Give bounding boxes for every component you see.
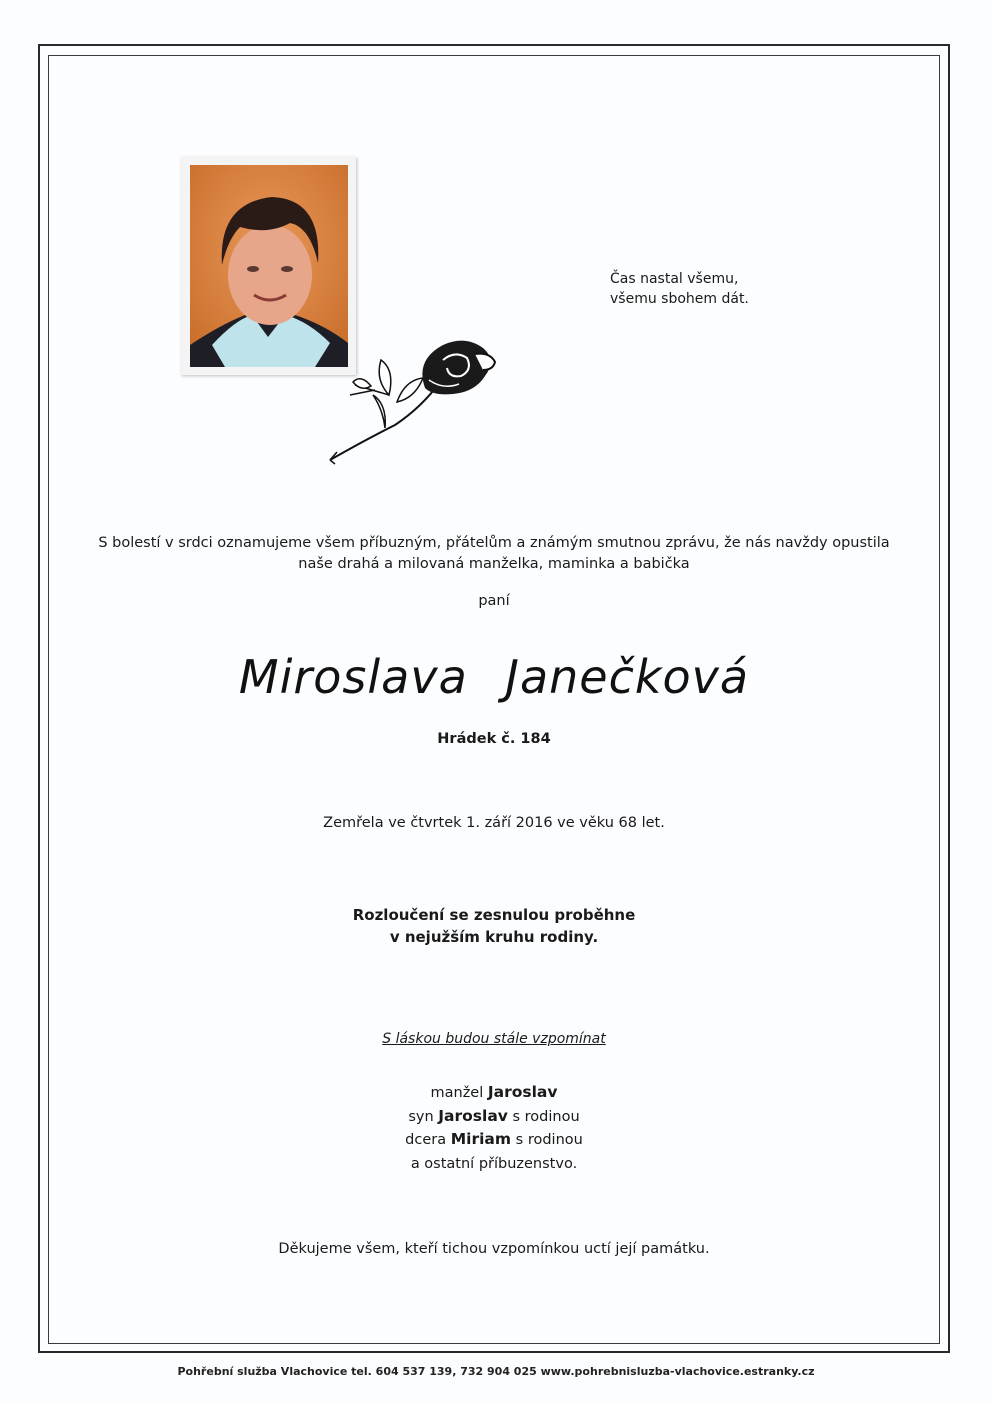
- thanks-text: Děkujeme všem, kteří tichou vzpomínkou uctí její památku.: [278, 1241, 710, 1257]
- mourners-list: [48, 1081, 940, 1175]
- mourner-line: manžel Jaroslav: [430, 1083, 558, 1101]
- rose-illustration: [325, 330, 505, 465]
- footer-contact: Pohřební služba Vlachovice tel. 604 537 139, 732 904 025 www.pohrebnisluzba-vlachovice.estranky.cz: [177, 1365, 815, 1378]
- announcement-text: S bolestí v srdci oznamujeme všem příbuzným, přátelům a známým smutnou zprávu, že nás navždy opustila naše drahá a milovaná manželka, maminka a babička: [98, 535, 890, 572]
- mourner-line: dcera Miriam s rodinou: [405, 1130, 583, 1148]
- address: Hrádek č. 184: [437, 731, 551, 747]
- farewell-notice: Rozloučení se zesnulou proběhne v nejužším kruhu rodiny.: [352, 906, 636, 946]
- mourner-line: syn Jaroslav s rodinou: [408, 1106, 580, 1125]
- death-notice: Zemřela ve čtvrtek 1. září 2016 ve věku 68 let.: [323, 815, 665, 831]
- title-word: paní: [478, 593, 510, 609]
- motto-verse: Čas nastal všemu, všemu sbohem dát.: [610, 271, 749, 307]
- mourner-line: a ostatní příbuzenstvo.: [410, 1155, 578, 1172]
- deceased-name: Miroslava Janečková: [238, 650, 750, 704]
- remembrance-heading: S láskou budou stále vzpomínat: [382, 1031, 606, 1047]
